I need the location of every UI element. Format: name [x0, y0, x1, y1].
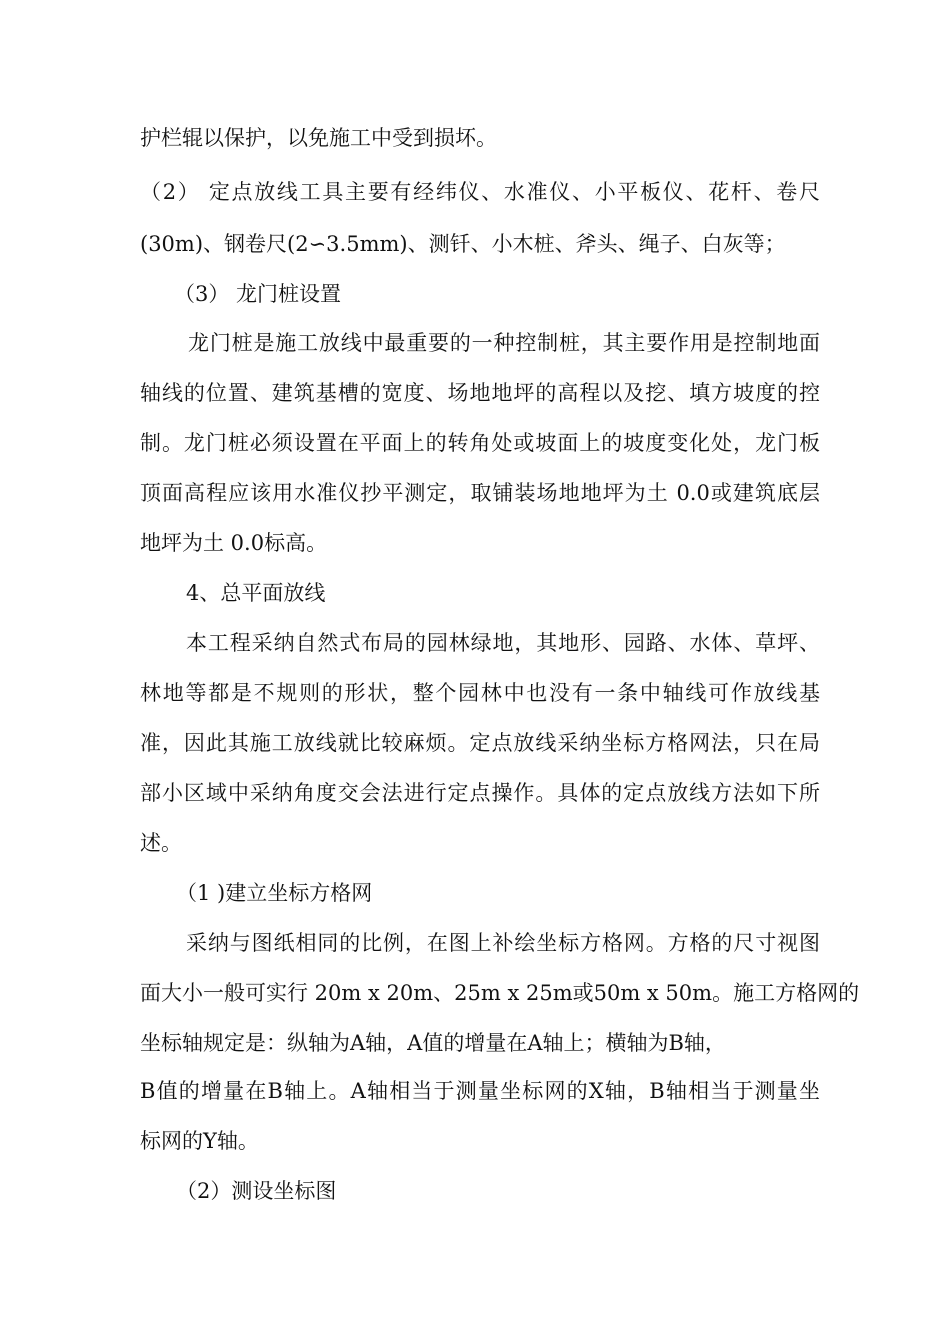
text-line-9: 地坪为土 0.0标高。 — [140, 531, 328, 555]
text-line-11: 本工程采纳自然式布局的园林绿地，其地形、园路、水体、草坪、 — [186, 631, 820, 655]
text-line-20: B值的增量在B轴上。A轴相当于测量坐标网的X轴，B轴相当于测量坐 — [140, 1079, 820, 1103]
section-heading-general-layout: 4、总平面放线 — [186, 581, 326, 605]
text-line-7: 制。龙门桩必须设置在平面上的转角处或坡面上的坡度变化处，龙门板 — [140, 431, 820, 455]
text-line-21: 标网的Y轴。 — [140, 1129, 259, 1153]
text-line-3: (30m)、钢卷尺(2∽3.5mm)、测钎、小木桩、斧头、绳子、白灰等； — [140, 232, 786, 256]
text-line-19: 坐标轴规定是：纵轴为A轴，A值的增量在A轴上；横轴为B轴， — [140, 1031, 726, 1055]
text-line-5: 龙门桩是施工放线中最重要的一种控制桩，其主要作用是控制地面 — [188, 331, 820, 355]
text-line-18: 面大小一般可实行 20m x 20m、25m x 25m或50m x 50m。施工方格网的 — [140, 981, 860, 1005]
text-line-13: 准，因此其施工放线就比较麻烦。定点放线采纳坐标方格网法，只在局 — [140, 731, 820, 755]
text-line-15: 述。 — [140, 831, 182, 855]
subheading-grid-network: （1 )建立坐标方格网 — [176, 881, 373, 905]
text-line-1: 护栏辊以保护，以免施工中受到损坏。 — [140, 126, 497, 150]
subheading-longmen-pile: （3） 龙门桩设置 — [174, 282, 342, 306]
text-line-8: 顶面高程应该用水准仪抄平测定，取铺装场地地坪为土 0.0或建筑底层 — [140, 481, 820, 505]
text-line-14: 部小区域中采纳角度交会法进行定点操作。具体的定点放线方法如下所 — [140, 781, 820, 805]
text-line-6: 轴线的位置、建筑基槽的宽度、场地地坪的高程以及挖、填方坡度的控 — [140, 381, 820, 405]
subheading-survey-coordinate-map: （2）测设坐标图 — [176, 1179, 337, 1203]
text-line-12: 林地等都是不规则的形状，整个园林中也没有一条中轴线可作放线基 — [140, 681, 820, 705]
text-line-2: （2） 定点放线工具主要有经纬仪、水准仪、小平板仪、花杆、卷尺 — [140, 180, 820, 204]
text-line-17: 采纳与图纸相同的比例，在图上补绘坐标方格网。方格的尺寸视图 — [186, 931, 820, 955]
